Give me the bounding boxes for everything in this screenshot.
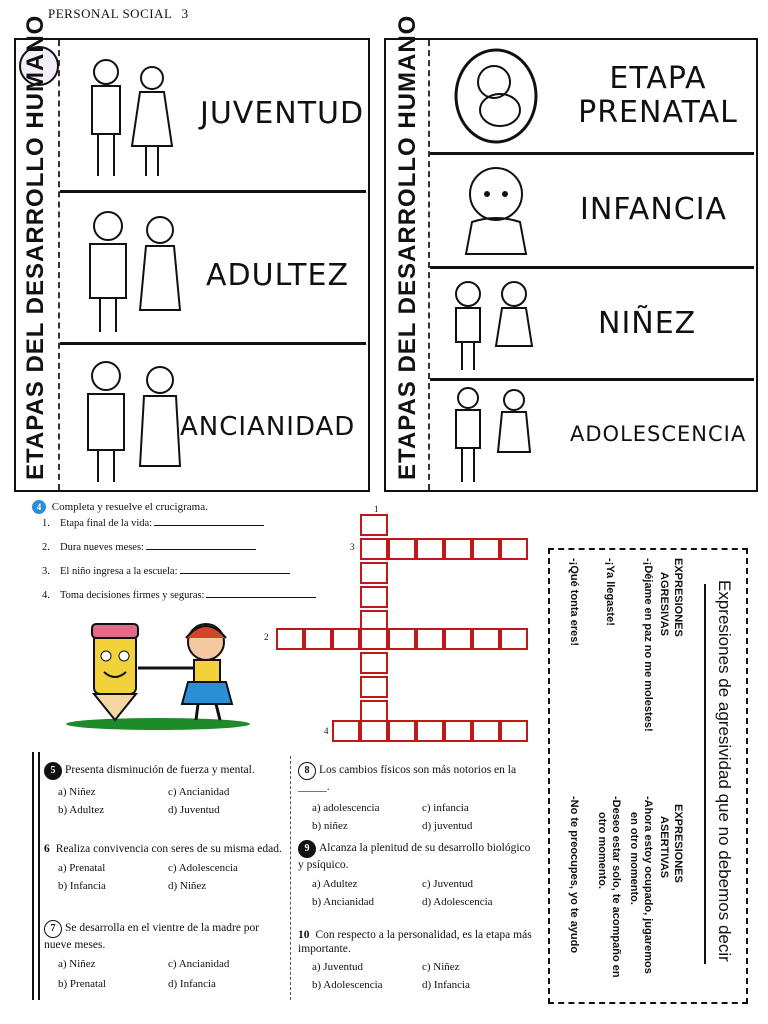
option-d[interactable]: d) Niñez [168, 880, 207, 893]
stage-word: JUVENTUD [200, 96, 365, 131]
clue: 3. El niño ingresa a la escuela: [42, 564, 316, 577]
crossword-cell[interactable] [360, 652, 388, 674]
option-c[interactable]: c) Niñez [422, 960, 460, 973]
answer-line[interactable] [206, 588, 316, 598]
option-a[interactable]: a) Niñez [58, 958, 96, 971]
crossword-cell[interactable] [360, 676, 388, 698]
option-c[interactable]: c) infancia [422, 802, 469, 815]
assertive-expression: -No te preocupes, yo te ayudo [568, 796, 580, 954]
flipbook-right-title: ETAPAS DEL DESARROLLO HUMANO [394, 14, 421, 480]
clue: 1. Etapa final de la vida: [42, 516, 316, 529]
crossword-cell[interactable] [360, 700, 388, 722]
expressions-panel [548, 548, 748, 1004]
option-c[interactable]: c) Adolescencia [168, 862, 238, 875]
column-divider [290, 756, 292, 1000]
question-number: 9 [298, 840, 316, 858]
crossword-cell[interactable] [304, 628, 332, 650]
option-a[interactable]: a) Niñez [58, 786, 96, 798]
question-text: Alcanza la plenitud de su desarrollo biológico y psíquico. [298, 842, 531, 871]
teen-couple-illustration [440, 382, 550, 486]
option-b[interactable]: b) Ancianidad [312, 896, 375, 909]
grade-label: 3 [181, 6, 189, 21]
elderly-couple-illustration [68, 346, 198, 486]
crossword-cell[interactable] [388, 538, 416, 560]
crossword-cell[interactable] [416, 628, 444, 650]
answer-line[interactable] [146, 540, 256, 550]
option-a[interactable]: a) adolescencia [312, 802, 380, 815]
stage-cell-ninez [430, 268, 754, 381]
flipbook-left [14, 14, 370, 492]
option-d[interactable]: d) Infancia [168, 978, 216, 991]
crossword-cell[interactable] [500, 538, 528, 560]
aggressive-heading: EXPRESIONES [672, 558, 684, 637]
option-c[interactable]: c) Ancianidad [168, 786, 230, 798]
assertive-expression: -Deseo estar solo, te acompaño en [610, 796, 622, 978]
stage-cell-adultez [60, 192, 366, 345]
assertive-expression-cont: en otro momento. [628, 812, 640, 905]
crossword-instruction: Completa y resuelve el crucigrama. [51, 501, 208, 513]
crossword-cell[interactable] [500, 628, 528, 650]
crossword-cell[interactable] [388, 628, 416, 650]
answer-line[interactable] [180, 564, 290, 574]
crossword-instruction-row [32, 500, 208, 514]
question-6 [44, 842, 284, 894]
crossword-cell[interactable] [444, 538, 472, 560]
pencil-and-girl-illustration [58, 612, 258, 732]
stage-cell-prenatal [430, 40, 754, 155]
fetus-illustration [444, 44, 554, 150]
grid-number: 3 [350, 542, 355, 552]
title-underline [704, 584, 706, 964]
crossword-cell[interactable] [500, 720, 528, 742]
clue: 2. Dura nueves meses: [42, 540, 316, 553]
option-b[interactable]: b) Adolescencia [312, 978, 383, 991]
aggressive-heading-2: AGRESIVAS [658, 572, 670, 636]
option-d[interactable]: d) Infancia [422, 978, 470, 991]
aggressive-expression: -¡Ya llegaste! [604, 558, 616, 626]
crossword-cell[interactable] [360, 514, 388, 536]
question-text: Presenta disminución de fuerza y mental. [65, 764, 255, 776]
crossword-cell[interactable] [472, 628, 500, 650]
question-5 [44, 762, 284, 818]
option-b[interactable]: b) Adultez [58, 803, 105, 816]
option-d[interactable]: d) juventud [422, 820, 473, 833]
option-a[interactable]: a) Juventud [312, 960, 364, 973]
stage-cell-adolescencia [430, 380, 754, 488]
baby-illustration [444, 158, 554, 264]
crossword-cell[interactable] [416, 538, 444, 560]
stage-cell-juventud [60, 40, 366, 193]
option-d[interactable]: d) Adolescencia [422, 896, 493, 909]
clue: 4. Toma decisiones firmes y seguras: [42, 588, 316, 601]
assertive-heading-2: ASERTIVAS [658, 816, 670, 879]
question-10 [298, 928, 538, 992]
grid-number: 2 [264, 632, 269, 642]
crossword-cell[interactable] [416, 720, 444, 742]
crossword-cell[interactable] [360, 562, 388, 584]
crossword-cell[interactable] [388, 720, 416, 742]
question-text: Con respecto a la personalidad, es la etapa más importante. [298, 929, 532, 956]
crossword-cell[interactable] [472, 720, 500, 742]
crossword-cell[interactable] [332, 628, 360, 650]
flipbook-right [384, 14, 758, 492]
page-header [48, 6, 189, 22]
stage-cell-infancia [430, 154, 754, 269]
question-text: Se desarrolla en el vientre de la madre por nueve meses. [44, 922, 260, 951]
item-number-badge: 4 [32, 500, 46, 514]
option-d[interactable]: d) Juventud [168, 803, 220, 816]
crossword-cell[interactable] [444, 628, 472, 650]
grid-number: 1 [374, 504, 379, 514]
stage-cell-ancianidad [60, 344, 366, 488]
question-8 [298, 762, 538, 834]
option-c[interactable]: c) Juventud [422, 878, 474, 891]
question-number: 10 [298, 929, 310, 941]
stage-word: ETAPA PRENATAL [578, 61, 738, 130]
question-number: 5 [44, 762, 62, 780]
crossword-cell[interactable] [360, 628, 388, 650]
expressions-title: Expresiones de agresividad que no debemos decir [715, 580, 734, 962]
question-number: 6 [44, 843, 50, 855]
option-b[interactable]: b) niñez [312, 820, 348, 833]
stage-word: ANCIANIDAD [180, 412, 356, 442]
question-7 [44, 920, 284, 992]
crossword-cell[interactable] [360, 586, 388, 608]
question-number: 7 [44, 920, 62, 938]
answer-line[interactable] [154, 516, 264, 526]
stage-word: INFANCIA [580, 192, 728, 227]
assertive-expression-cont: otro momento. [596, 812, 608, 889]
question-text: Realiza convivencia con seres de su misma edad. [55, 843, 282, 855]
option-b[interactable]: b) Prenatal [58, 978, 106, 991]
question-text: Los cambios físicos son más notorios en la _____. [298, 764, 517, 793]
option-b[interactable]: b) Infancia [58, 880, 106, 893]
young-couple-illustration [68, 46, 198, 186]
stage-word: ADOLESCENCIA [570, 422, 747, 446]
crossword-cell[interactable] [332, 720, 360, 742]
children-illustration [440, 272, 550, 376]
grid-number: 4 [324, 726, 329, 736]
stage-word: ADULTEZ [206, 258, 349, 293]
option-c[interactable]: c) Ancianidad [168, 958, 230, 971]
question-9 [298, 840, 538, 910]
assertive-expression: -Ahora estoy ocupado, jugaremos [642, 796, 654, 974]
crossword-cell[interactable] [360, 720, 388, 742]
crossword-clues [42, 516, 316, 601]
questions-margin-rule [32, 752, 40, 1000]
option-a[interactable]: a) Prenatal [58, 862, 106, 875]
adult-couple-illustration [68, 198, 198, 338]
flipbook-left-title: ETAPAS DEL DESARROLLO HUMANO [22, 14, 49, 480]
subject-label: PERSONAL SOCIAL [48, 6, 172, 21]
crossword-cell[interactable] [360, 538, 388, 560]
stage-word: NIÑEZ [598, 306, 697, 341]
aggressive-expression: -¡Déjame en paz no me molestes! [642, 558, 654, 732]
assertive-heading: EXPRESIONES [672, 804, 684, 883]
crossword-cell[interactable] [472, 538, 500, 560]
crossword-cell[interactable] [276, 628, 304, 650]
aggressive-expression: -¡Qué tonta eres! [568, 558, 580, 647]
option-a[interactable]: a) Adultez [312, 878, 358, 891]
question-number: 8 [298, 762, 316, 780]
crossword-cell[interactable] [444, 720, 472, 742]
